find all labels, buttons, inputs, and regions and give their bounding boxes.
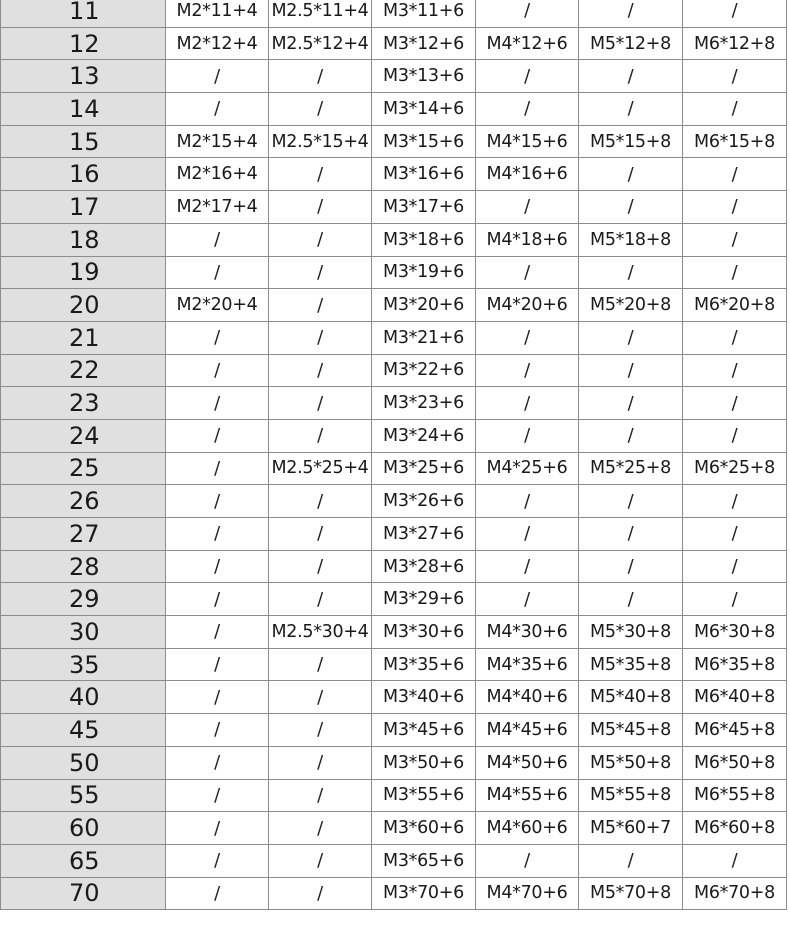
table-row (1, 419, 787, 452)
spec-cell: M4*45+6 (476, 714, 579, 747)
spec-cell: M5*60+7 (579, 812, 683, 845)
spec-cell: / (269, 191, 372, 224)
spec-cell: / (579, 93, 683, 126)
spec-cell: / (269, 746, 372, 779)
spec-cell: / (166, 93, 269, 126)
spec-cell: / (269, 419, 372, 452)
length-cell: 60 (1, 812, 166, 845)
spec-cell: M4*60+6 (476, 812, 579, 845)
length-cell: 70 (1, 877, 166, 910)
spec-cell: M5*45+8 (579, 714, 683, 747)
spec-cell: M6*55+8 (683, 779, 787, 812)
length-cell: 55 (1, 779, 166, 812)
spec-cell: / (579, 485, 683, 518)
spec-cell: M5*12+8 (579, 27, 683, 60)
table-row (1, 125, 787, 158)
spec-cell: / (579, 321, 683, 354)
spec-cell: / (683, 583, 787, 616)
spec-cell: / (683, 321, 787, 354)
table-row (1, 387, 787, 420)
spec-cell: / (166, 779, 269, 812)
length-cell: 24 (1, 419, 166, 452)
spec-cell: / (579, 0, 683, 27)
length-cell: 40 (1, 681, 166, 714)
spec-cell: / (476, 387, 579, 420)
length-cell: 65 (1, 844, 166, 877)
spec-cell: M6*70+8 (683, 877, 787, 910)
spec-cell: / (166, 321, 269, 354)
spec-cell: M4*25+6 (476, 452, 579, 485)
spec-cell: M4*16+6 (476, 158, 579, 191)
spec-cell: / (166, 419, 269, 452)
spec-cell: / (476, 256, 579, 289)
spec-cell: M3*16+6 (372, 158, 476, 191)
spec-cell: / (579, 354, 683, 387)
spec-cell: M6*60+8 (683, 812, 787, 845)
spec-cell: / (269, 844, 372, 877)
spec-cell: / (683, 844, 787, 877)
length-cell: 21 (1, 321, 166, 354)
spec-cell: / (476, 485, 579, 518)
spec-cell: / (579, 158, 683, 191)
spec-cell: M5*20+8 (579, 289, 683, 322)
spec-cell: M6*25+8 (683, 452, 787, 485)
spec-cell: / (269, 550, 372, 583)
length-cell: 50 (1, 746, 166, 779)
spec-cell: / (476, 0, 579, 27)
spec-cell: / (476, 191, 579, 224)
spec-cell: / (166, 354, 269, 387)
spec-cell: M3*18+6 (372, 223, 476, 256)
spec-cell: M3*17+6 (372, 191, 476, 224)
spec-cell: / (269, 60, 372, 93)
spec-cell: M3*50+6 (372, 746, 476, 779)
spec-cell: / (269, 256, 372, 289)
spec-cell: / (683, 158, 787, 191)
spec-cell: M4*40+6 (476, 681, 579, 714)
spec-cell: / (683, 223, 787, 256)
table-row (1, 714, 787, 747)
spec-cell: / (683, 0, 787, 27)
spec-cell: M2*16+4 (166, 158, 269, 191)
table-row (1, 485, 787, 518)
spec-cell: M2*17+4 (166, 191, 269, 224)
length-cell: 29 (1, 583, 166, 616)
spec-cell: M5*55+8 (579, 779, 683, 812)
table-row (1, 518, 787, 551)
length-cell: 35 (1, 648, 166, 681)
spec-cell: / (683, 256, 787, 289)
spec-cell: M3*60+6 (372, 812, 476, 845)
spec-cell: M2*11+4 (166, 0, 269, 27)
spec-cell: / (683, 419, 787, 452)
length-cell: 26 (1, 485, 166, 518)
spec-cell: M3*23+6 (372, 387, 476, 420)
spec-cell: / (269, 158, 372, 191)
spec-cell: / (166, 648, 269, 681)
spec-cell: / (166, 681, 269, 714)
spec-cell: / (579, 419, 683, 452)
spec-cell: / (269, 354, 372, 387)
spec-cell: M6*15+8 (683, 125, 787, 158)
spec-cell: / (166, 550, 269, 583)
spec-cell: / (579, 550, 683, 583)
table-row (1, 93, 787, 126)
spec-cell: / (269, 648, 372, 681)
length-cell: 16 (1, 158, 166, 191)
spec-cell: / (269, 583, 372, 616)
spec-cell: M3*15+6 (372, 125, 476, 158)
spec-cell: M6*45+8 (683, 714, 787, 747)
spec-cell: / (579, 256, 683, 289)
spec-cell: / (166, 387, 269, 420)
spec-cell: / (476, 518, 579, 551)
spec-cell: M3*22+6 (372, 354, 476, 387)
table-row (1, 158, 787, 191)
spec-cell: / (579, 387, 683, 420)
table-row (1, 0, 787, 27)
spec-cell: M5*18+8 (579, 223, 683, 256)
spec-cell: / (269, 289, 372, 322)
table-row (1, 452, 787, 485)
spec-cell: M3*45+6 (372, 714, 476, 747)
spec-cell: / (476, 550, 579, 583)
table-row (1, 27, 787, 60)
spec-cell: M3*20+6 (372, 289, 476, 322)
spec-cell: / (476, 419, 579, 452)
spec-cell: M4*18+6 (476, 223, 579, 256)
spec-cell: M3*28+6 (372, 550, 476, 583)
spec-cell: M6*40+8 (683, 681, 787, 714)
spec-cell: M3*30+6 (372, 616, 476, 649)
spec-cell: / (476, 844, 579, 877)
length-cell: 23 (1, 387, 166, 420)
spec-cell: M4*30+6 (476, 616, 579, 649)
length-cell: 14 (1, 93, 166, 126)
length-cell: 30 (1, 616, 166, 649)
spec-cell: M2.5*30+4 (269, 616, 372, 649)
spec-cell: M6*50+8 (683, 746, 787, 779)
spec-cell: M3*25+6 (372, 452, 476, 485)
spec-cell: M6*20+8 (683, 289, 787, 322)
table-row (1, 877, 787, 910)
spec-cell: M4*55+6 (476, 779, 579, 812)
length-cell: 11 (1, 0, 166, 27)
spec-cell: / (579, 60, 683, 93)
table-row (1, 844, 787, 877)
spec-cell: M3*27+6 (372, 518, 476, 551)
length-cell: 13 (1, 60, 166, 93)
spec-cell: M4*15+6 (476, 125, 579, 158)
spec-cell: M2.5*15+4 (269, 125, 372, 158)
length-cell: 25 (1, 452, 166, 485)
spec-cell: M3*13+6 (372, 60, 476, 93)
spec-cell: / (476, 60, 579, 93)
spec-cell: / (683, 518, 787, 551)
spec-cell: M6*30+8 (683, 616, 787, 649)
length-cell: 18 (1, 223, 166, 256)
spec-cell: M2*12+4 (166, 27, 269, 60)
spec-cell: M5*50+8 (579, 746, 683, 779)
length-cell: 15 (1, 125, 166, 158)
spec-cell: M5*15+8 (579, 125, 683, 158)
spec-cell: / (579, 844, 683, 877)
spec-cell: M3*14+6 (372, 93, 476, 126)
spec-cell: / (166, 714, 269, 747)
spec-cell: / (683, 387, 787, 420)
spec-cell: M6*12+8 (683, 27, 787, 60)
spec-cell: / (166, 877, 269, 910)
length-cell: 22 (1, 354, 166, 387)
table-row (1, 354, 787, 387)
spec-cell: / (269, 681, 372, 714)
spec-cell: / (269, 877, 372, 910)
spec-cell: / (166, 518, 269, 551)
table-row (1, 191, 787, 224)
spec-cell: / (166, 485, 269, 518)
spec-cell: M4*35+6 (476, 648, 579, 681)
spec-cell: / (166, 223, 269, 256)
spec-cell: M6*35+8 (683, 648, 787, 681)
spec-cell: M5*40+8 (579, 681, 683, 714)
table-row (1, 321, 787, 354)
spec-cell: / (683, 93, 787, 126)
spec-cell: / (683, 354, 787, 387)
spec-cell: / (269, 223, 372, 256)
spec-cell: / (269, 387, 372, 420)
spec-cell: M3*65+6 (372, 844, 476, 877)
spec-cell: / (166, 583, 269, 616)
spec-cell: / (166, 60, 269, 93)
spec-cell: / (166, 256, 269, 289)
spec-cell: M4*70+6 (476, 877, 579, 910)
table-row (1, 681, 787, 714)
spec-cell: / (476, 93, 579, 126)
spec-cell: / (269, 779, 372, 812)
spec-cell: / (579, 518, 683, 551)
spec-cell: / (683, 485, 787, 518)
spec-cell: M3*40+6 (372, 681, 476, 714)
spec-cell: M2*15+4 (166, 125, 269, 158)
length-cell: 27 (1, 518, 166, 551)
table-row (1, 812, 787, 845)
spec-table-body (1, 0, 787, 910)
spec-cell: M5*30+8 (579, 616, 683, 649)
table-row (1, 746, 787, 779)
table-row (1, 648, 787, 681)
spec-cell: / (269, 321, 372, 354)
length-cell: 17 (1, 191, 166, 224)
spec-cell: M3*55+6 (372, 779, 476, 812)
length-cell: 12 (1, 27, 166, 60)
spec-cell: M2.5*25+4 (269, 452, 372, 485)
spec-cell: M3*26+6 (372, 485, 476, 518)
spec-cell: M2.5*11+4 (269, 0, 372, 27)
spec-cell: / (166, 452, 269, 485)
spec-cell: M3*29+6 (372, 583, 476, 616)
spec-cell: / (683, 550, 787, 583)
spec-cell: M4*20+6 (476, 289, 579, 322)
spec-cell: / (476, 354, 579, 387)
spec-cell: M3*24+6 (372, 419, 476, 452)
table-row (1, 583, 787, 616)
spec-cell: M3*19+6 (372, 256, 476, 289)
table-row (1, 223, 787, 256)
spec-cell: M2*20+4 (166, 289, 269, 322)
spec-cell: / (166, 844, 269, 877)
length-cell: 19 (1, 256, 166, 289)
spec-cell: / (166, 812, 269, 845)
spec-cell: M5*35+8 (579, 648, 683, 681)
spec-cell: / (683, 60, 787, 93)
spec-cell: / (579, 191, 683, 224)
spec-cell: / (269, 518, 372, 551)
spec-cell: M3*11+6 (372, 0, 476, 27)
spec-cell: M3*21+6 (372, 321, 476, 354)
spec-cell: / (269, 93, 372, 126)
spec-cell: M3*12+6 (372, 27, 476, 60)
spec-cell: / (476, 583, 579, 616)
spec-cell: M4*50+6 (476, 746, 579, 779)
spec-cell: / (269, 485, 372, 518)
spec-cell: / (683, 191, 787, 224)
spec-cell: / (476, 321, 579, 354)
spec-cell: / (166, 616, 269, 649)
spec-cell: M5*25+8 (579, 452, 683, 485)
spec-cell: M2.5*12+4 (269, 27, 372, 60)
spec-cell: M3*35+6 (372, 648, 476, 681)
table-row (1, 779, 787, 812)
table-row (1, 60, 787, 93)
length-cell: 20 (1, 289, 166, 322)
spec-cell: / (269, 714, 372, 747)
table-row (1, 289, 787, 322)
spec-cell: M3*70+6 (372, 877, 476, 910)
spec-cell: M5*70+8 (579, 877, 683, 910)
spec-cell: / (269, 812, 372, 845)
spec-cell: / (579, 583, 683, 616)
spec-cell: / (166, 746, 269, 779)
spec-cell: M4*12+6 (476, 27, 579, 60)
table-row (1, 550, 787, 583)
length-cell: 28 (1, 550, 166, 583)
length-cell: 45 (1, 714, 166, 747)
table-row (1, 256, 787, 289)
table-row (1, 616, 787, 649)
